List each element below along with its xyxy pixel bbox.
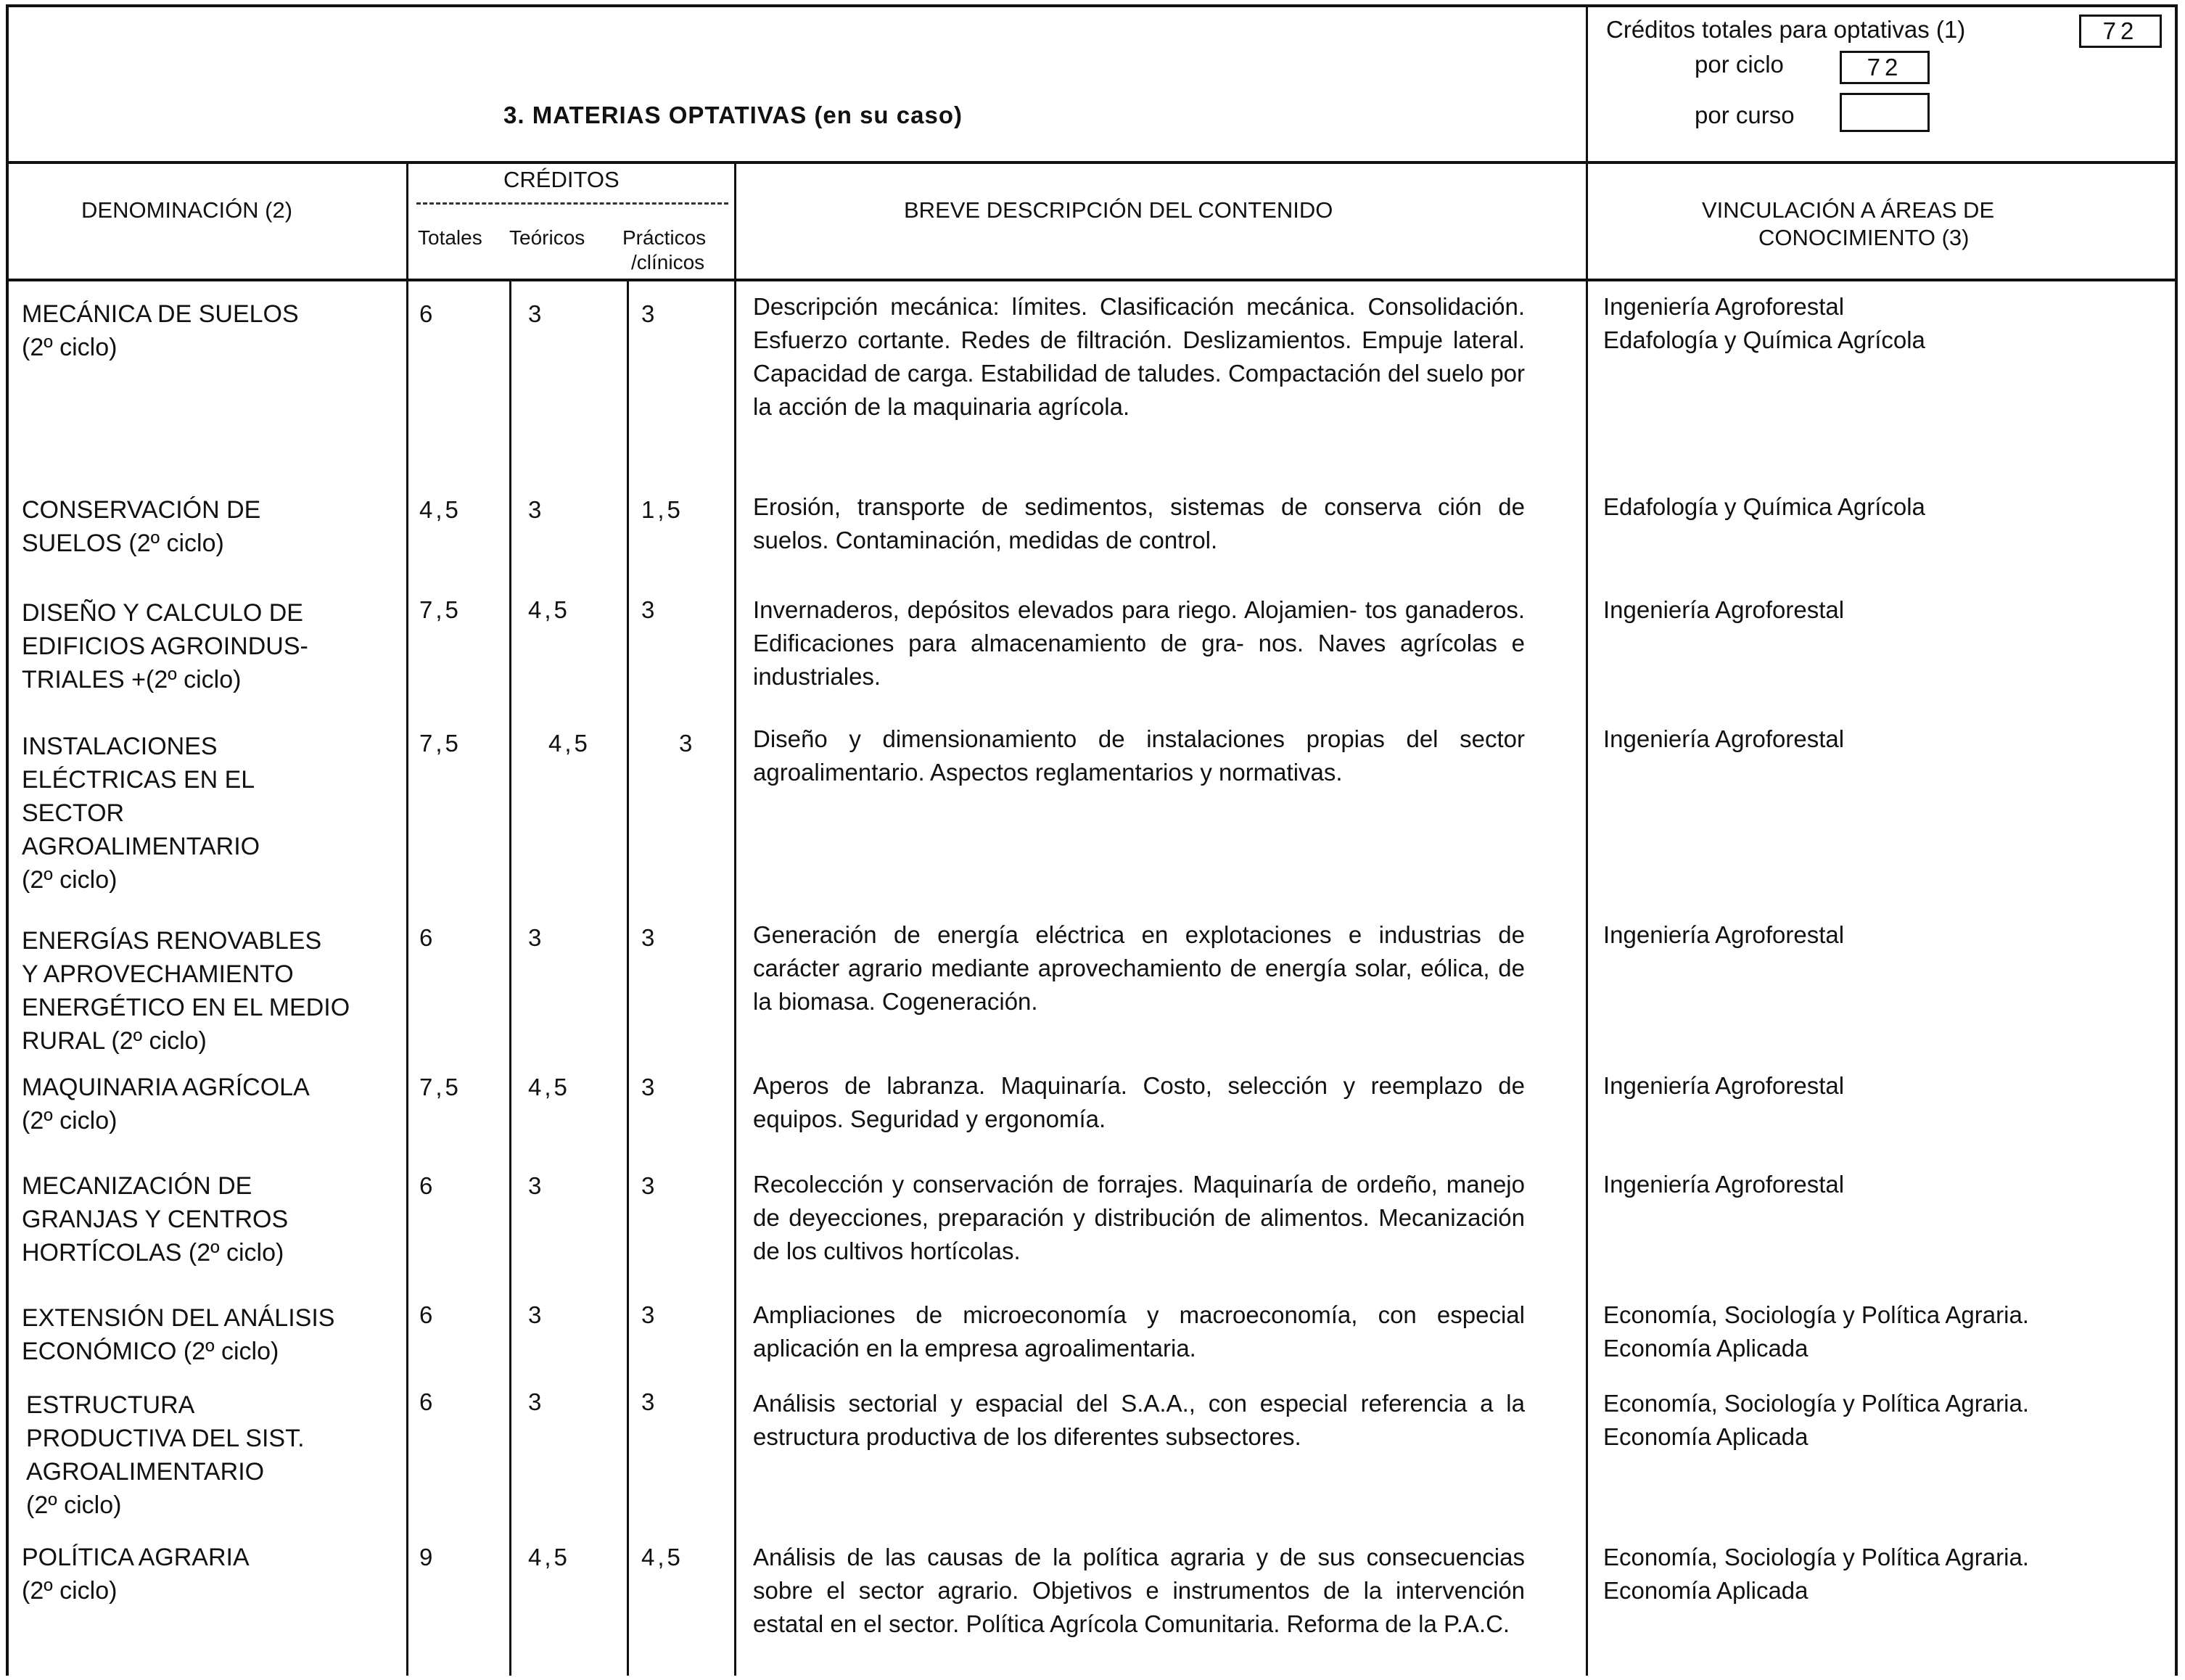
area-line: Economía, Sociología y Política Agraria.	[1603, 1301, 2029, 1328]
name-line: ECONÓMICO (2º ciclo)	[22, 1338, 279, 1365]
area-line: Economía Aplicada	[1603, 1577, 1809, 1604]
creditos-practicos: 3	[641, 1074, 658, 1100]
creditos-practicos: 3	[641, 300, 658, 327]
row-name	[22, 730, 399, 897]
area-line: Ingeniería Agroforestal	[1603, 293, 1845, 320]
area-line: Edafología y Química Agrícola	[1603, 326, 1925, 353]
name-line: CONSERVACIÓN DE	[22, 496, 261, 524]
col-divider-creditos	[406, 162, 408, 1676]
creditos-totales-box: 72	[2079, 15, 2162, 48]
creditos-totales-label: Créditos totales para optativas (1)	[1606, 16, 1966, 43]
row-name	[22, 493, 399, 560]
creditos-totales: 7,5	[419, 730, 461, 757]
por-ciclo-box: 72	[1840, 51, 1930, 84]
name-line: GRANJAS Y CENTROS	[22, 1206, 289, 1233]
row-areas	[1603, 1168, 1844, 1201]
creditos-teoricos: 4,5	[548, 730, 591, 757]
creditos-totales: 6	[419, 1388, 436, 1415]
name-line: ENERGÉTICO EN EL MEDIO	[22, 994, 350, 1021]
row-areas	[1603, 1298, 2029, 1365]
frame-left	[6, 4, 9, 1676]
area-line: Economía Aplicada	[1603, 1335, 1809, 1362]
col-header-clinicos: /clínicos	[631, 251, 705, 273]
row-areas	[1603, 290, 1925, 357]
creditos-practicos: 3	[641, 1172, 658, 1199]
creditos-totales: 9	[419, 1544, 436, 1570]
col-divider-vinculacion	[1586, 4, 1588, 1676]
name-line: Y APROVECHAMIENTO	[22, 960, 294, 988]
row-name	[22, 1071, 399, 1137]
row-areas	[1603, 593, 1844, 627]
creditos-teoricos: 3	[528, 924, 545, 951]
row-description: Análisis sectorial y espacial del S.A.A., con especial referencia a la estructura productiva de los diferentes subsectores.	[753, 1390, 1525, 1450]
row-description: Ampliaciones de microeconomía y macroeconomía, con especial aplicación en la empresa agroalimentaria.	[753, 1301, 1525, 1362]
col-header-creditos: CRÉDITOS	[503, 167, 620, 192]
name-line: MECANIZACIÓN DE	[22, 1172, 252, 1200]
row-name	[26, 1388, 403, 1522]
row-name	[22, 1541, 399, 1607]
name-line: RURAL (2º ciclo)	[22, 1027, 207, 1055]
row-name	[22, 1169, 399, 1269]
name-line: HORTÍCOLAS (2º ciclo)	[22, 1239, 284, 1267]
row-name	[22, 1301, 399, 1368]
row-description: Invernaderos, depósitos elevados para riego. Alojamien- tos ganaderos. Edificaciones para almacenamiento de gra- nos. Naves agrícolas e industriales.	[753, 596, 1525, 690]
creditos-practicos: 3	[679, 730, 696, 757]
name-line: MECÁNICA DE SUELOS	[22, 300, 299, 328]
creditos-dashed-rule	[416, 202, 728, 205]
name-line: DISEÑO Y CALCULO DE	[22, 599, 303, 627]
header-bottom-rule	[6, 161, 2178, 164]
row-name	[22, 924, 399, 1058]
row-areas	[1603, 1069, 1844, 1103]
area-line: Ingeniería Agroforestal	[1603, 1171, 1845, 1198]
creditos-teoricos: 4,5	[528, 1544, 570, 1570]
creditos-practicos: 4,5	[641, 1544, 683, 1570]
col-header-teoricos: Teóricos	[509, 226, 585, 249]
creditos-totales: 6	[419, 300, 436, 327]
creditos-practicos: 3	[641, 1301, 658, 1328]
creditos-teoricos: 4,5	[528, 596, 570, 623]
name-line: (2º ciclo)	[22, 334, 118, 361]
name-line: MAQUINARIA AGRÍCOLA	[22, 1074, 310, 1101]
creditos-totales: 7,5	[419, 596, 461, 623]
name-line: (2º ciclo)	[22, 1107, 118, 1135]
name-line: ENERGÍAS RENOVABLES	[22, 927, 322, 955]
name-line: (2º ciclo)	[22, 1577, 118, 1605]
row-description: Generación de energía eléctrica en explotaciones e industrias de carácter agrario mediante aprovechamiento de energía solar, eólica, de la biomasa. Cogeneración.	[753, 921, 1525, 1015]
name-line: AGROALIMENTARIO	[22, 833, 260, 860]
name-line: SECTOR	[22, 799, 125, 827]
creditos-teoricos: 4,5	[528, 1074, 570, 1100]
creditos-teoricos: 3	[528, 1301, 545, 1328]
row-areas	[1603, 918, 1844, 952]
row-areas	[1603, 1541, 2029, 1607]
creditos-totales: 6	[419, 924, 436, 951]
creditos-teoricos: 3	[528, 1388, 545, 1415]
area-line: Economía, Sociología y Política Agraria.	[1603, 1544, 2029, 1570]
creditos-totales: 7,5	[419, 1074, 461, 1100]
name-line: ESTRUCTURA	[26, 1391, 195, 1419]
creditos-practicos: 1,5	[641, 496, 683, 523]
row-description: Aperos de labranza. Maquinaría. Costo, selección y reemplazo de equipos. Seguridad y ergonomía.	[753, 1072, 1525, 1132]
creditos-practicos: 3	[641, 1388, 658, 1415]
creditos-totales: 6	[419, 1172, 436, 1199]
row-areas	[1603, 722, 1844, 756]
name-line: (2º ciclo)	[22, 866, 118, 894]
colhead-bottom-rule	[6, 279, 2178, 281]
area-line: Ingeniería Agroforestal	[1603, 1072, 1845, 1099]
name-line: EXTENSIÓN DEL ANÁLISIS	[22, 1304, 335, 1332]
name-line: PRODUCTIVA DEL SIST.	[26, 1425, 305, 1452]
col-header-vinculacion-2: CONOCIMIENTO (3)	[1758, 225, 1970, 250]
row-areas	[1603, 490, 1925, 524]
name-line: INSTALACIONES	[22, 733, 218, 760]
name-line: AGROALIMENTARIO	[26, 1458, 265, 1486]
col-divider-teoricos	[627, 280, 629, 1676]
por-ciclo-label: por ciclo	[1695, 51, 1784, 78]
row-areas	[1603, 1387, 2029, 1454]
name-line: (2º ciclo)	[26, 1491, 122, 1519]
creditos-totales: 4,5	[419, 496, 461, 523]
name-line: POLÍTICA AGRARIA	[22, 1544, 250, 1571]
col-header-descripcion: BREVE DESCRIPCIÓN DEL CONTENIDO	[904, 197, 1333, 223]
creditos-practicos: 3	[641, 596, 658, 623]
creditos-teoricos: 3	[528, 1172, 545, 1199]
col-divider-totales	[509, 280, 511, 1676]
name-line: SUELOS (2º ciclo)	[22, 530, 224, 557]
area-line: Ingeniería Agroforestal	[1603, 596, 1845, 623]
frame-top	[6, 4, 2178, 7]
row-name	[22, 596, 399, 696]
name-line: ELÉCTRICAS EN EL	[22, 766, 255, 794]
area-line: Ingeniería Agroforestal	[1603, 921, 1845, 948]
row-description: Recolección y conservación de forrajes. Maquinaría de ordeño, manejo de deyecciones, preparación y distribución de alimentos. Mecanización de los cultivos hortícolas.	[753, 1171, 1525, 1264]
area-line: Economía, Sociología y Política Agraria.	[1603, 1390, 2029, 1417]
row-description: Análisis de las causas de la política agraria y de sus consecuencias sobre el sector agrario. Objetivos e instrumentos de la intervención estatal en el sector. Política Agrícola Comunitaria. Reforma de la P.A.C.	[753, 1544, 1525, 1637]
col-divider-descripcion	[734, 162, 736, 1676]
creditos-practicos: 3	[641, 924, 658, 951]
area-line: Economía Aplicada	[1603, 1423, 1809, 1450]
row-description: Descripción mecánica: límites. Clasificación mecánica. Consolidación. Esfuerzo cortante. Redes de filtración. Deslizamientos. Empuje lateral. Capacidad de carga. Estabilidad de taludes. Compactación del suelo por la acción de la maquinaria agrícola.	[753, 293, 1526, 420]
row-description: Erosión, transporte de sedimentos, sistemas de conserva ción de suelos. Contaminación, medidas de control.	[753, 493, 1525, 553]
row-name	[22, 297, 399, 364]
por-curso-box	[1840, 93, 1930, 132]
col-header-totales: Totales	[418, 226, 482, 249]
col-header-vinculacion-1: VINCULACIÓN A ÁREAS DE	[1702, 197, 1995, 223]
col-header-denominacion: DENOMINACIÓN (2)	[81, 197, 293, 223]
creditos-teoricos: 3	[528, 300, 545, 327]
row-description: Diseño y dimensionamiento de instalaciones propias del sector agroalimentario. Aspectos reglamentarios y normativas.	[753, 725, 1525, 786]
por-curso-label: por curso	[1695, 102, 1795, 128]
name-line: EDIFICIOS AGROINDUS-	[22, 633, 308, 660]
section-title: 3. MATERIAS OPTATIVAS (en su caso)	[503, 102, 963, 128]
name-line: TRIALES +(2º ciclo)	[22, 666, 242, 693]
frame-right	[2175, 4, 2178, 1676]
area-line: Ingeniería Agroforestal	[1603, 725, 1845, 752]
col-header-practicos: Prácticos	[622, 226, 707, 249]
area-line: Edafología y Química Agrícola	[1603, 493, 1925, 520]
creditos-teoricos: 3	[528, 496, 545, 523]
creditos-totales: 6	[419, 1301, 436, 1328]
